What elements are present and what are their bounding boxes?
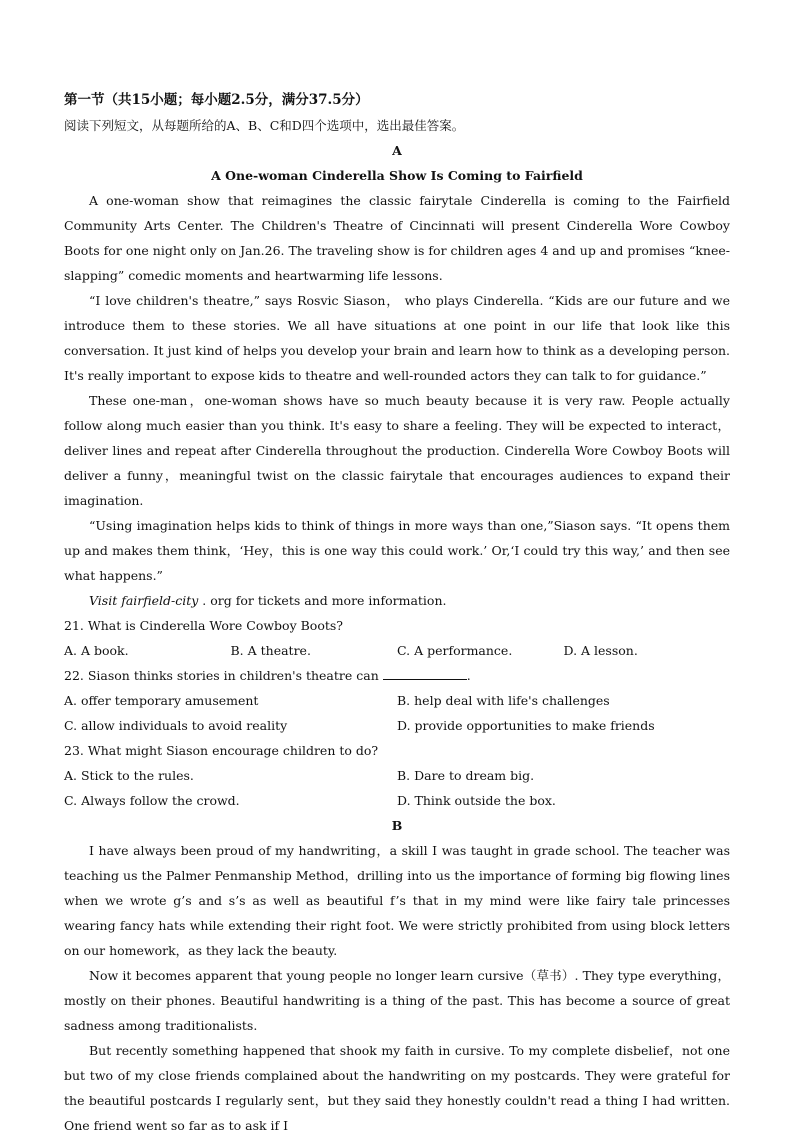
question-options: [64, 688, 730, 713]
paragraph: Now it becomes apparent that young people no longer learn cursive（草书）. They type everything，mostly on their phones. Beautiful handwriting is a thing of the past. This has become a source of great sadness among traditionalists.: [64, 968, 730, 1033]
option: D. provide opportunities to make friends: [397, 718, 655, 733]
question-stem-text: 22. Siason thinks stories in children's theatre can: [64, 668, 379, 683]
passage-a-label: A: [392, 143, 402, 158]
passage-b-label: B: [391, 818, 403, 833]
passage-b-body: [64, 838, 730, 1138]
question-stem-22: [64, 663, 730, 688]
paragraph: “Using imagination helps kids to think of things in more ways than one,”Siason says. “It opens them up and makes them think，‘Hey，this is one way this could work.’ Or,‘I could try this way,’ and then see what happens.”: [64, 518, 730, 583]
passage-a-body: [64, 188, 730, 613]
question-stem: 21. What is Cinderella Wore Cowboy Boots?: [64, 618, 343, 633]
question-options: [64, 638, 730, 663]
question-options: [64, 763, 730, 788]
section-header: 第一节（共15小题；每小题2.5分，满分37.5分）: [64, 92, 369, 108]
stem-end: .: [466, 668, 471, 683]
visit-site: Visit fairfield-city: [89, 593, 199, 608]
question-options: [64, 713, 730, 738]
answer-blank: [383, 666, 467, 680]
paragraph: But recently something happened that shook my faith in cursive. To my complete disbelief，not one but two of my close friends complained about the handwriting on my postcards. They were grateful for the beautiful postcards I regularly sent，but they said they honestly couldn't read a thing I had written. One friend went so far as to ask if I: [64, 1043, 730, 1133]
option: D. Think outside the box.: [397, 793, 556, 808]
option: B. A theatre.: [230, 643, 311, 658]
instruction: 阅读下列短文，从每题所给的A、B、C和D四个选项中，选出最佳答案。: [64, 118, 465, 133]
paragraph: “I love children's theatre,” says Rosvic Siason， who plays Cinderella. “Kids are our future and we introduce them to these stories. We all have situations at one point in our life that look like this conversation. It just kind of helps you develop your brain and learn how to think as a developing person. It's really important to expose kids to theatre and well-rounded actors they can talk to for guidance.”: [64, 293, 730, 383]
option: A. Stick to the rules.: [64, 768, 194, 783]
visit-line: [64, 588, 730, 613]
option: A. offer temporary amusement: [64, 693, 259, 708]
question-stem: 23. What might Siason encourage children to do?: [64, 743, 379, 758]
option: C. Always follow the crowd.: [64, 793, 240, 808]
paragraph: These one-man，one-woman shows have so much beauty because it is very raw. People actually follow along much easier than you think. It's easy to share a feeling. They will be expected to interact，deliver lines and repeat after Cinderella throughout the production. Cinderella Wore Cowboy Boots will deliver a funny，meaningful twist on the classic fairytale that encourages audiences to expand their imagination.: [64, 393, 730, 508]
passage-a-title: A One-woman Cinderella Show Is Coming to Fairfield: [211, 168, 583, 183]
option: B. help deal with life's challenges: [397, 693, 610, 708]
visit-rest: . org for tickets and more information.: [202, 593, 447, 608]
option: C. allow individuals to avoid reality: [64, 718, 288, 733]
option: B. Dare to dream big.: [397, 768, 535, 783]
option: A. A book.: [64, 643, 129, 658]
option: D. A lesson.: [563, 643, 638, 658]
exam-page: [64, 88, 730, 1138]
option: C. A performance.: [397, 643, 513, 658]
question-options: [64, 788, 730, 813]
paragraph: A one-woman show that reimagines the classic fairytale Cinderella is coming to the Fairfield Community Arts Center. The Children's Theatre of Cincinnati will present Cinderella Wore Cowboy Boots for one night only on Jan.26. The traveling show is for children ages 4 and up and promises “knee-slapping” comedic moments and heartwarming life lessons.: [64, 193, 730, 283]
paragraph: I have always been proud of my handwriting，a skill I was taught in grade school. The teacher was teaching us the Palmer Penmanship Method，drilling into us the importance of forming big flowing lines when we wrote g’s and s’s as well as beautiful f’s that in my mind were like fairy tale princesses wearing fancy hats while extending their right foot. We were strictly prohibited from using block letters on our homework，as they lack the beauty.: [64, 843, 730, 958]
